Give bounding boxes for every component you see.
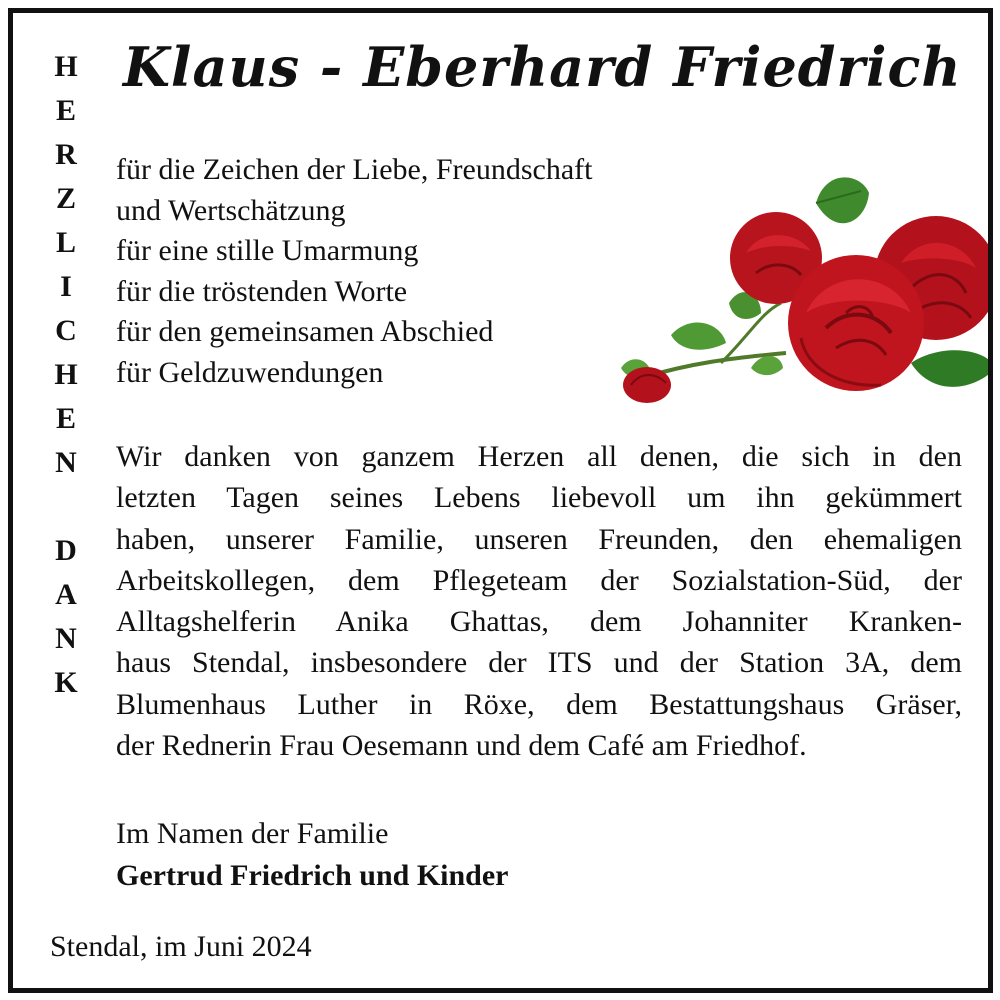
side-letter: H: [54, 358, 78, 391]
thanks-list: [116, 150, 592, 393]
side-letter: C: [55, 314, 77, 347]
thanks-list-item: für den gemeinsamen Abschied: [116, 315, 494, 348]
paragraph-line: letzten Tagen seines Lebens liebevoll um ihn gekümmert: [116, 481, 962, 515]
paragraph-line: der Rednerin Frau Oesemann und dem Café am Friedhof.: [116, 729, 807, 763]
side-letter-gap: [50, 485, 82, 529]
family-names: Gertrud Friedrich und Kinder: [116, 859, 509, 892]
side-letter: K: [54, 666, 78, 699]
deceased-name: Klaus - Eberhard Friedrich: [123, 35, 962, 99]
thanks-list-item: für die Zeichen der Liebe, Freundschaft: [116, 153, 593, 186]
red-roses-icon: [611, 163, 993, 413]
side-letter: Z: [55, 182, 76, 215]
obituary-thanks-card: [8, 8, 993, 993]
paragraph-line: Wir danken von ganzem Herzen all denen, die sich in den: [116, 440, 962, 473]
paragraph-line: Alltagshelferin Anika Ghattas, dem Johanniter Kranken-: [116, 605, 962, 639]
paragraph-line: Arbeitskollegen, dem Pflegeteam der Sozialstation-Süd, der: [116, 563, 962, 597]
place-date: Stendal, im Juni 2024: [50, 930, 312, 963]
thanks-list-item: für eine stille Umarmung: [116, 234, 419, 267]
paragraph-line: Blumenhaus Luther in Röxe, dem Bestattungshaus Gräser,: [116, 687, 962, 721]
side-letter: H: [54, 50, 78, 83]
side-letter: N: [55, 446, 77, 479]
side-letter: N: [55, 622, 77, 655]
side-letter: I: [60, 270, 72, 303]
side-letter: D: [55, 534, 77, 567]
side-letter: L: [55, 226, 76, 259]
thanks-list-item: für Geldzuwendungen: [116, 355, 384, 389]
signoff: [116, 813, 509, 897]
thanks-list-item: und Wertschätzung: [116, 193, 346, 227]
thanks-list-item: für die tröstenden Worte: [116, 274, 408, 308]
side-letter: E: [55, 94, 76, 127]
signoff-line: Im Namen der Familie: [116, 817, 389, 850]
side-letter: A: [55, 578, 77, 611]
thanks-paragraph: [116, 436, 962, 766]
paragraph-line: haus Stendal, insbesondere der ITS und der Station 3A, dem: [116, 646, 962, 680]
side-letter: E: [55, 402, 76, 435]
paragraph-line: haben, unserer Familie, unseren Freunden, den ehemaligen: [116, 522, 962, 556]
vertical-herzlichen-dank: [50, 45, 82, 705]
side-letter: R: [55, 138, 77, 171]
